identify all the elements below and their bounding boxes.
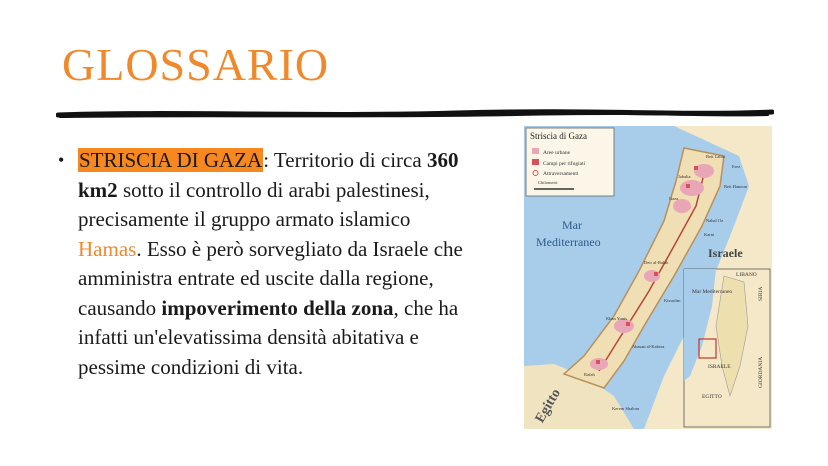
svg-text:ISRAELE: ISRAELE xyxy=(708,364,731,370)
text-segment: , che ha infatti un'elevatissima densità abitativa e pessime condizioni di vita. xyxy=(78,295,459,379)
svg-text:Nahal Oz: Nahal Oz xyxy=(706,218,724,223)
svg-text:Rafah: Rafah xyxy=(584,372,595,377)
term-highlight: STRISCIA DI GAZA xyxy=(79,148,263,172)
egypt-label: Egitto xyxy=(532,386,564,426)
scale-label: Chilometri xyxy=(538,180,558,185)
svg-text:Kerem Shalom: Kerem Shalom xyxy=(612,406,640,411)
gaza-map xyxy=(524,126,772,429)
sea-label: Mar xyxy=(562,218,582,232)
legend-label: Aree urbane xyxy=(543,150,571,156)
entry-paragraph xyxy=(78,146,478,382)
svg-text:Gaza: Gaza xyxy=(669,196,679,201)
hamas-word: Hamas xyxy=(78,236,137,261)
text-segment: : Territorio di circa xyxy=(263,148,427,172)
svg-text:LIBANO: LIBANO xyxy=(736,272,757,278)
legend-label: Attraversamenti xyxy=(543,171,579,177)
title-underline xyxy=(56,106,774,122)
legend-label: Campi per rifugiati xyxy=(543,161,586,167)
text-segment: sotto il controllo di arabi palestinesi, precisamente il gruppo armato islamico xyxy=(78,177,430,231)
legend-swatch-urban xyxy=(532,148,539,154)
text-segment: . Esso è però sorvegliato da Israele che amministra entrate ed uscite dalla regione, causando xyxy=(78,236,463,320)
sea-label: Mediterraneo xyxy=(536,235,601,249)
svg-text:Abasan al-Kabera: Abasan al-Kabera xyxy=(632,344,665,349)
svg-text:Beit Hanoun: Beit Hanoun xyxy=(724,184,747,189)
svg-text:Erez: Erez xyxy=(732,164,741,169)
svg-text:Beit Lahia: Beit Lahia xyxy=(706,154,725,159)
israel-label: Israele xyxy=(708,246,743,260)
svg-text:SIRIA: SIRIA xyxy=(758,286,764,301)
svg-text:Jabalia: Jabalia xyxy=(678,174,691,179)
bullet-dot: • xyxy=(58,150,65,170)
svg-text:EGITTO: EGITTO xyxy=(702,394,722,400)
legend-swatch-camp xyxy=(532,159,539,165)
svg-text:Karni: Karni xyxy=(704,232,715,237)
slide-title: GLOSSARIO xyxy=(62,39,330,90)
glossary-entry xyxy=(58,146,478,382)
svg-text:GIORDANIA: GIORDANIA xyxy=(758,356,764,388)
bold-impoverishment: impoverimento della zona xyxy=(161,295,394,320)
bold-area: 360 km2 xyxy=(78,148,459,202)
svg-text:Kissufim: Kissufim xyxy=(664,298,681,303)
map-title: Striscia di Gaza xyxy=(530,131,587,141)
svg-text:Khan Yunis: Khan Yunis xyxy=(606,316,627,321)
svg-text:Deir al-Balah: Deir al-Balah xyxy=(644,260,669,265)
svg-text:Mar Mediterraneo: Mar Mediterraneo xyxy=(692,289,733,295)
